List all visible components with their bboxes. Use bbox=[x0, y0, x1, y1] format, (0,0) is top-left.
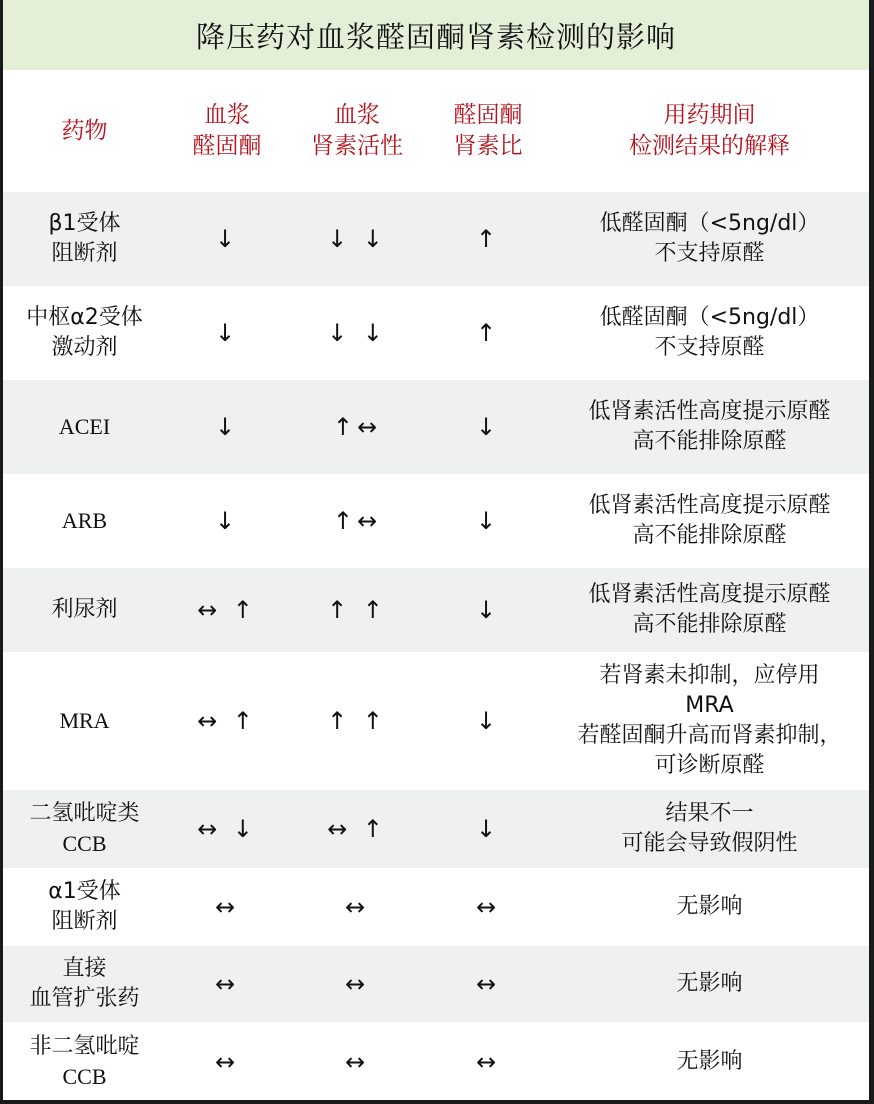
aldosterone-cell: ↔ ↑ bbox=[197, 707, 257, 735]
table-row bbox=[3, 380, 869, 474]
header-ratio: 醛固酮 肾素比 bbox=[453, 102, 523, 159]
interpretation-cell: 低肾素活性高度提示原醛 高不能排除原醛 bbox=[588, 493, 831, 548]
table-row bbox=[3, 946, 869, 1022]
drug-cell: ACEI bbox=[58, 414, 111, 439]
drug-cell: 中枢α2受体 激动剂 bbox=[26, 305, 143, 360]
ratio-cell: ↓ bbox=[475, 413, 501, 441]
aldosterone-cell: ↔ bbox=[214, 970, 240, 998]
aldosterone-cell: ↔ ↑ bbox=[197, 596, 257, 624]
header-row bbox=[3, 70, 869, 192]
drug-cell: 二氢吡啶类 CCB bbox=[29, 801, 140, 856]
interpretation-cell: 低醛固酮（<5ng/dl） 不支持原醛 bbox=[599, 305, 820, 360]
ratio-cell: ↑ bbox=[475, 319, 501, 347]
interpretation-cell: 低醛固酮（<5ng/dl） 不支持原醛 bbox=[599, 211, 820, 266]
interpretation-cell: 无影响 bbox=[676, 971, 743, 996]
aldosterone-cell: ↓ bbox=[214, 413, 240, 441]
renin-cell: ↓ ↓ bbox=[327, 319, 387, 347]
aldosterone-cell: ↔ ↓ bbox=[197, 815, 257, 843]
table-row bbox=[3, 1022, 869, 1100]
drug-cell: 非二氢吡啶 CCB bbox=[29, 1034, 140, 1089]
table-row bbox=[3, 192, 869, 286]
table-row bbox=[3, 568, 869, 652]
renin-cell: ↔ bbox=[344, 893, 370, 921]
drug-cell: 利尿剂 bbox=[51, 597, 118, 622]
renin-cell: ↔ bbox=[344, 970, 370, 998]
drug-effect-table bbox=[3, 70, 869, 1100]
ratio-cell: ↑ bbox=[475, 225, 501, 253]
ratio-cell: ↔ bbox=[475, 970, 501, 998]
drug-cell: 直接 血管扩张药 bbox=[29, 956, 140, 1011]
aldosterone-cell: ↓ bbox=[214, 225, 240, 253]
renin-cell: ↑↔ bbox=[332, 507, 382, 535]
interpretation-cell: 若肾素未抑制，应停用 MRA 若醛固酮升高而肾素抑制， 可诊断原醛 bbox=[577, 663, 842, 778]
header-renin: 血浆 肾素活性 bbox=[311, 102, 403, 159]
table-row bbox=[3, 652, 869, 790]
renin-cell: ↑↔ bbox=[332, 413, 382, 441]
ratio-cell: ↓ bbox=[475, 707, 501, 735]
interpretation-cell: 低肾素活性高度提示原醛 高不能排除原醛 bbox=[588, 582, 831, 637]
aldosterone-cell: ↓ bbox=[214, 319, 240, 347]
interpretation-cell: 结果不一 可能会导致假阴性 bbox=[621, 801, 798, 856]
ratio-cell: ↔ bbox=[475, 893, 501, 921]
drug-cell: α1受体 阻断剂 bbox=[48, 879, 121, 934]
document-page bbox=[3, 0, 869, 1100]
interpretation-cell: 低肾素活性高度提示原醛 高不能排除原醛 bbox=[588, 399, 831, 454]
table-row bbox=[3, 286, 869, 380]
aldosterone-cell: ↔ bbox=[214, 1048, 240, 1076]
renin-cell: ↑ ↑ bbox=[327, 707, 387, 735]
renin-cell: ↔ ↑ bbox=[327, 815, 387, 843]
renin-cell: ↔ bbox=[344, 1048, 370, 1076]
drug-cell: ARB bbox=[61, 508, 108, 533]
drug-cell: β1受体 阻断剂 bbox=[48, 211, 121, 266]
aldosterone-cell: ↓ bbox=[214, 507, 240, 535]
table-row bbox=[3, 474, 869, 568]
renin-cell: ↓ ↓ bbox=[327, 225, 387, 253]
ratio-cell: ↔ bbox=[475, 1048, 501, 1076]
interpretation-cell: 无影响 bbox=[676, 1049, 743, 1074]
ratio-cell: ↓ bbox=[475, 507, 501, 535]
table-row bbox=[3, 868, 869, 946]
table-row bbox=[3, 790, 869, 868]
header-drug: 药物 bbox=[61, 117, 108, 144]
header-aldosterone: 血浆 醛固酮 bbox=[192, 102, 262, 159]
renin-cell: ↑ ↑ bbox=[327, 596, 387, 624]
ratio-cell: ↓ bbox=[475, 815, 501, 843]
ratio-cell: ↓ bbox=[475, 596, 501, 624]
aldosterone-cell: ↔ bbox=[214, 893, 240, 921]
header-interpretation: 用药期间 检测结果的解释 bbox=[629, 102, 790, 159]
drug-cell: MRA bbox=[59, 708, 110, 733]
table-title: 降压药对血浆醛固酮肾素检测的影响 bbox=[3, 0, 869, 70]
interpretation-cell: 无影响 bbox=[676, 894, 743, 919]
